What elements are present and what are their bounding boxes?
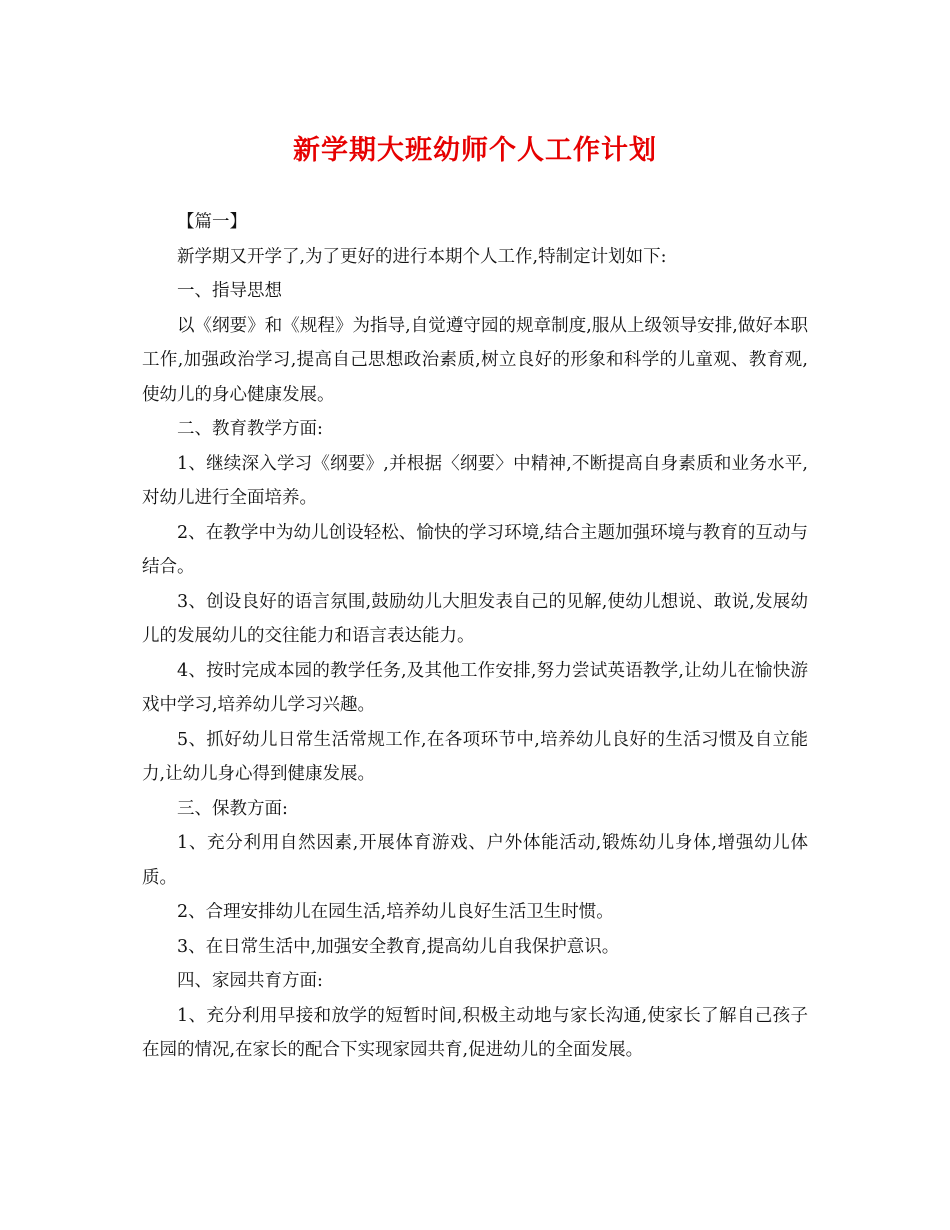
section-tag: 【篇一】 <box>177 212 247 232</box>
heading-home-school: 四、家园共育方面: <box>177 971 323 991</box>
heading-teaching: 二、教育教学方面: <box>177 419 323 439</box>
teaching-item-2: 2、在教学中为幼儿创设轻松、愉快的学习环境,结合主题加强环境与教育的互动与结合。 <box>142 522 808 577</box>
care-item-3: 3、在日常生活中,加强安全教育,提高幼儿自我保护意识。 <box>177 936 620 957</box>
care-item-2: 2、合理安排幼儿在园生活,培养幼儿良好生活卫生时惯。 <box>177 902 614 922</box>
heading-guiding-thought: 一、指导思想 <box>177 281 282 301</box>
teaching-item-1: 1、继续深入学习《纲要》,并根据〈纲要〉中精神,不断提高自身素质和业务水平,对幼儿进行全面培养。 <box>142 453 808 508</box>
paragraph-guiding-thought: 以《纲要》和《规程》为指导,自觉遵守园的规章制度,服从上级领导安排,做好本职工作,加强政治学习,提高自己思想政治素质,树立良好的形象和科学的儿童观、教育观,使幼儿的身心健康发展。 <box>142 315 808 405</box>
document-body <box>142 205 808 1068</box>
care-item-1: 1、充分利用自然因素,开展体育游戏、户外体能活动,锻炼幼儿身体,增强幼儿体质。 <box>142 833 808 888</box>
document-title: 新学期大班幼师个人工作计划 <box>293 135 657 166</box>
teaching-item-4: 4、按时完成本园的教学任务,及其他工作安排,努力尝试英语教学,让幼儿在愉快游戏中学习,培养幼儿学习兴趣。 <box>142 660 808 715</box>
teaching-item-3: 3、创设良好的语言氛围,鼓励幼儿大胆发表自己的见解,使幼儿想说、敢说,发展幼儿的发展幼儿的交往能力和语言表达能力。 <box>142 591 808 646</box>
heading-care: 三、保教方面: <box>177 798 288 819</box>
teaching-item-5: 5、抓好幼儿日常生活常规工作,在各项环节中,培养幼儿良好的生活习惯及自立能力,让幼儿身心得到健康发展。 <box>142 729 808 784</box>
home-school-item-1: 1、充分利用早接和放学的短暂时间,积极主动地与家长沟通,使家长了解自己孩子在园的情况,在家长的配合下实现家园共育,促进幼儿的全面发展。 <box>142 1005 808 1060</box>
intro-paragraph: 新学期又开学了,为了更好的进行本期个人工作,特制定计划如下: <box>177 246 667 267</box>
